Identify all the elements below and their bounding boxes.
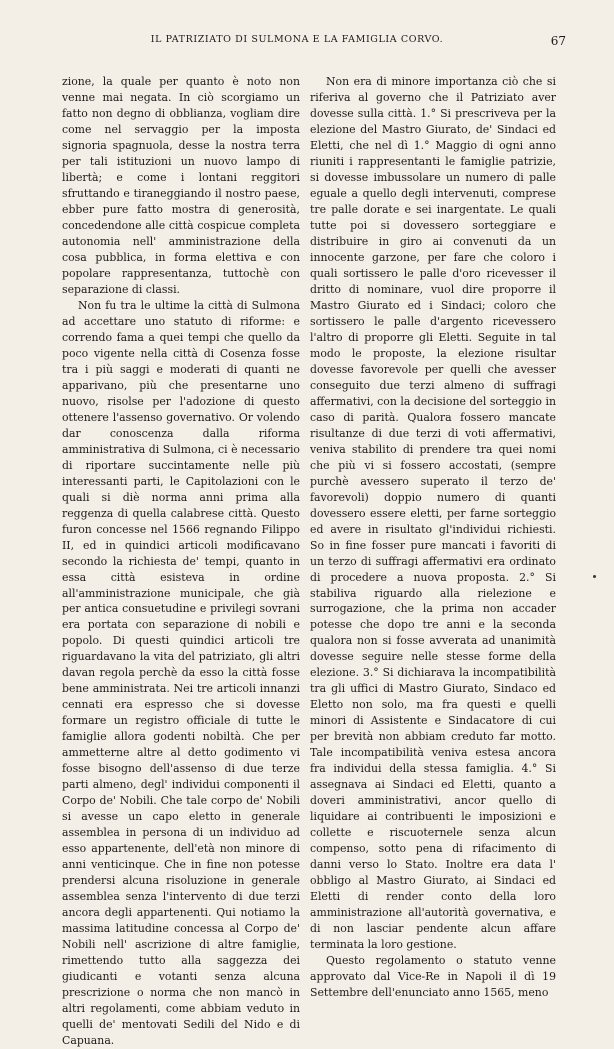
- left-column: [62, 74, 300, 1049]
- right-paragraph-2: Questo regolamento o statuto venne approvato dal Vice-Re in Napoli il dì 19 Settembre dell'enunciato anno 1565, meno: [310, 954, 556, 1000]
- left-paragraph-2: Non fu tra le ultime la città di Sulmona ad accettare uno statuto di riforme: e correndo fama a quei tempi che quello da poco vigente nella città di Cosenza fosse tra i più saggi e moderati di quanti ne apparivano, più che presentarne uno nuovo, risolse per l'adozione di questo ottenere l'assenso governativo. Or volendo dar conoscenza dalla riforma amministrativa di Sulmona, ci è necessario di riportare succintamente nelle più interessanti parti, le Capitolazioni con le quali si diè norma anni prima alla reggenza di quella calabrese città. Questo furon concesse nel 1566 regnando Filippo II, ed in quindici articoli modificavano secondo la richiesta de' tempi, quanto in essa città esisteva in ordine all'amministrazione municipale, che già per antica consuetudine e privilegi sovrani era portata con separazione di nobili e popolo. Di questi quindici articoli tre riguardavano la vita del patriziato, gli altri davan regola perchè da esso la città fosse bene amministrata. Nei tre articoli innanzi cennati era espresso che si dovesse formare un registro officiale di tutte le famiglie allora godenti nobiltà. Che per ammetterne altre al detto godimento vi fosse bisogno dell'assenso di due terze parti almeno, degl' individui componenti il Corpo de' Nobili. Che tale corpo de' Nobili si avesse un capo eletto in generale assemblea in persona di un individuo ad esso appartenente, dell'età non minore di anni venticinque. Che in fine non potesse prendersi alcuna risoluzione in generale assemblea senza l'intervento di due terzi ancora degli appartenenti. Qui notiamo la massima latitudine concessa al Corpo de' Nobili nell' ascrizione di altre famiglie, rimettendo tutto alla saggezza dei giudicanti e votanti senza alcuna prescrizione o norma che non mancò in altri regolamenti, come abbiam veduto in quelli de' mentovati Sedili del Nido e di Capuana.: [62, 298, 300, 1048]
- left-paragraph-1: zione, la quale per quanto è noto non venne mai negata. In ciò scorgiamo un fatto non degno di obblianza, vogliam dire come nel servaggio per la imposta signoria spagnuola, desse la nostra terra per tali istituzioni un nuovo lampo di libertà; e come i lontani reggitori sfruttando e tiraneggiando il nostro paese, ebber pure fatto mostra di generosità, concedendone alle città cospicue completa autonomia nell' amministrazione della cosa pubblica, in forma elettiva e con popolare rappresentanza, tuttochè con separazione di classi.: [62, 75, 300, 296]
- ink-speck: [593, 575, 596, 578]
- header-title: IL PATRIZIATO DI SULMONA E LA FAMIGLIA CORVO.: [150, 34, 444, 45]
- right-paragraph-1: Non era di minore importanza ciò che si riferiva al governo che il Patriziato aver dovesse sulla città. 1.° Si prescriveva per la elezione del Mastro Giurato, de' Sindaci ed Eletti, che nel dì 1.° Maggio di ogni anno riuniti i rappresentanti le famiglie patrizie, si dovesse imbussolare un numero di palle eguale a quello degli intervenuti, comprese tre palle dorate e sei inargentate. Le quali tutte poi si dovessero sorteggiare e distribuire in giro ai convenuti da un innocente garzone, per fare che coloro i quali sortissero le palle d'oro ricevesser il dritto di nominare, vuol dire proporre il Mastro Giurato ed i Sindaci; coloro che sortissero le palle d'argento ricevessero l'altro di proporre gli Eletti. Seguite in tal modo le proposte, la elezione risultar dovesse favorevole per quelli che avesser conseguito due terzi almeno di suffragi affermativi, con la decisione del sorteggio in caso di parità. Qualora fossero mancate risultanze di due terzi di voti affermativi, veniva stabilito di prendere tra quei nomi che più vi si fossero accostati, (sempre purchè avessero superato il terzo de' favorevoli) doppio numero di quanti dovessero essere eletti, per farne sorteggio ed avere in risultato gl'individui richiesti. So in fine fosser pure mancati i favoriti di un terzo di suffragi affermativi era ordinato di procedere a nuova proposta. 2.° Si stabiliva riguardo alla rielezione e surrogazione, che la prima non accader potesse che dopo tre anni e la seconda qualora non si fosse avverata ad unanimità dovesse seguire nelle stesse forme della elezione. 3.° Si dichiarava la incompatibilità tra gli uffici di Mastro Giurato, Sindaco ed Eletto non solo, ma fra questi e quelli minori di Assistente e Sindacatore di cui per brevità non abbiam creduto far motto. Tale incompatibilità veniva estesa ancora fra individui della stessa famiglia. 4.° Si assegnava ai Sindaci ed Eletti, quanto a doveri amministrativi, ancor quello di liquidare ai contribuenti le imposizioni e collette e riscuoternele senza alcun compenso, sotto pena di rifacimento di danni verso lo Stato. Inoltre era data l' obbligo al Mastro Giurato, ai Sindaci ed Eletti di render conto della loro amministrazione all'autorità governativa, e di non lasciar pendente alcun affare terminata la loro gestione.: [310, 75, 556, 952]
- right-column: [310, 74, 556, 1001]
- running-header: [68, 34, 566, 50]
- page-number: 67: [550, 34, 566, 48]
